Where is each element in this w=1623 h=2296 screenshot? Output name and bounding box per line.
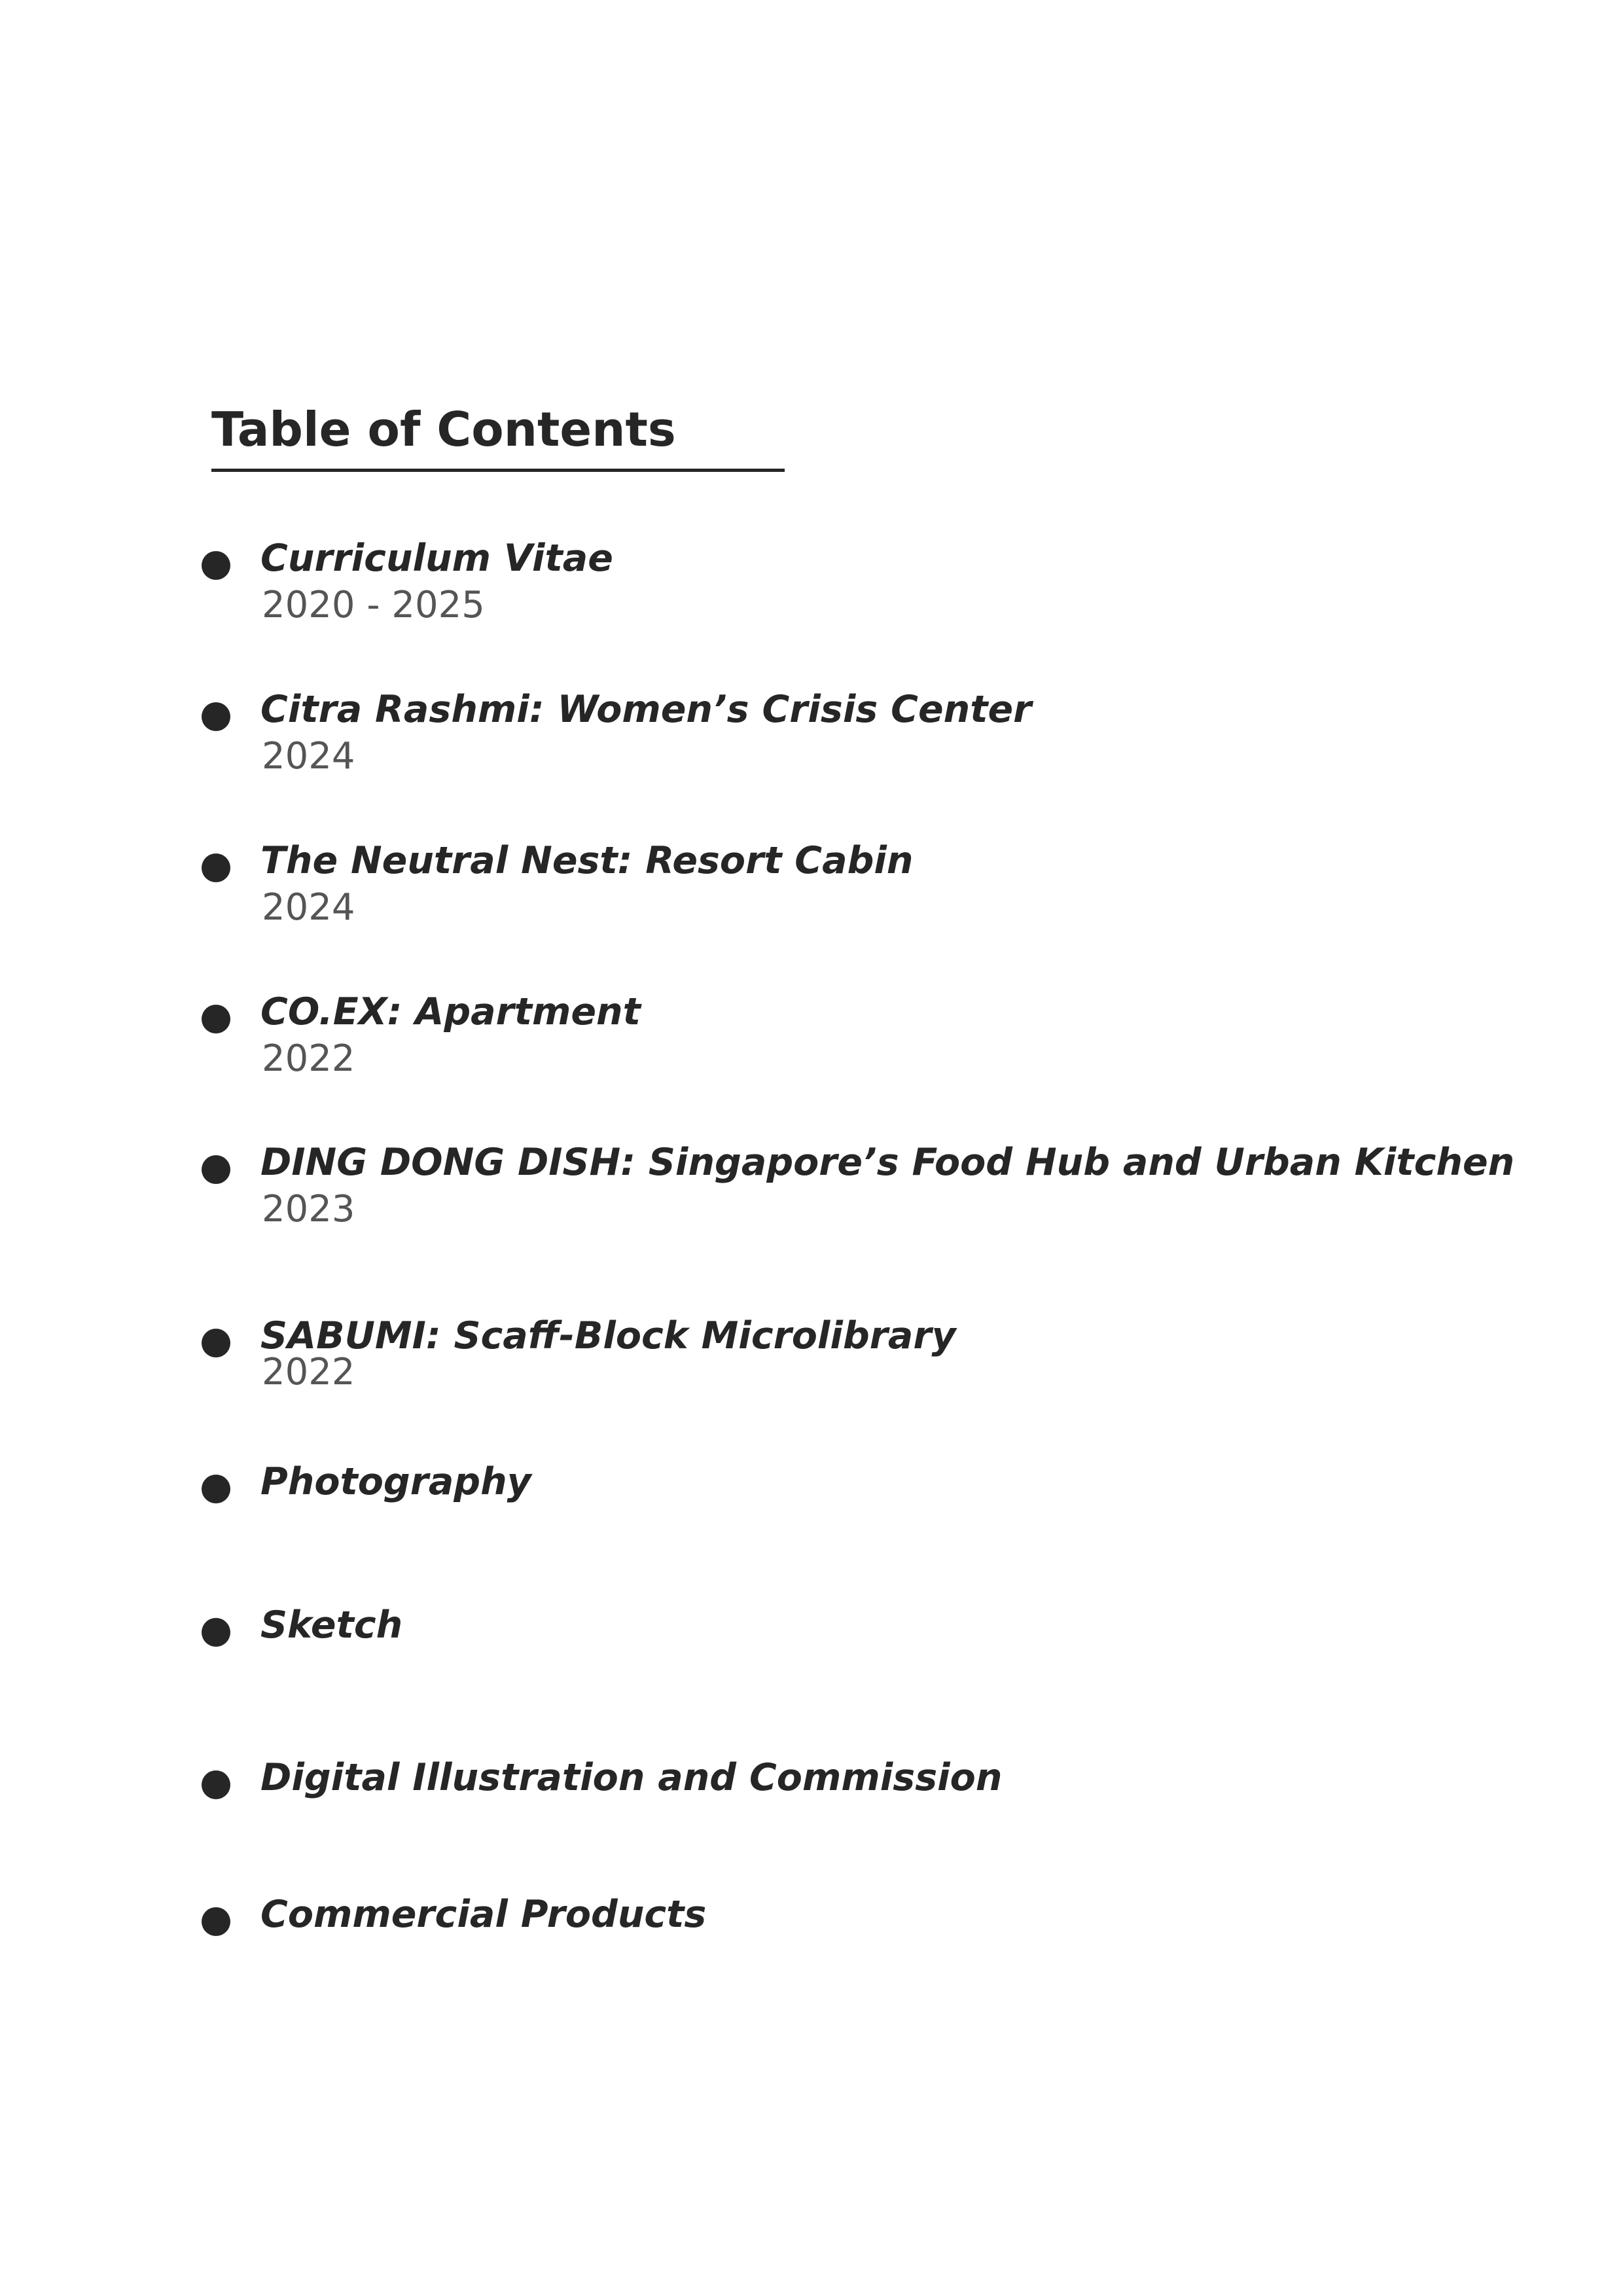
toc-item-title: Citra Rashmi: Women’s Crisis Center [260,688,1032,731]
toc-item-year: 2022 [262,1037,355,1080]
bullet-icon [202,1618,230,1647]
toc-item-title: Photography [260,1460,531,1503]
toc-item-year: 2022 [262,1351,355,1393]
bullet-icon [202,1475,230,1503]
bullet-icon [202,1005,230,1033]
toc-item-title: The Neutral Nest: Resort Cabin [260,839,914,882]
toc-item-year: 2024 [262,735,355,778]
bullet-icon [202,1329,230,1357]
toc-item-title: DING DONG DISH: Singapore’s Food Hub and Urban Kitchen [260,1141,1515,1184]
toc-item-title: Curriculum Vitae [260,537,613,580]
bullet-icon [202,1155,230,1184]
bullet-icon [202,1907,230,1936]
toc-item-title: CO.EX: Apartment [260,990,641,1033]
page-title: Table of Contents [211,402,676,457]
toc-item-title: Sketch [260,1604,403,1647]
title-underline [211,469,785,472]
toc-item-title: SABUMI: Scaff-Block Microlibrary [260,1314,956,1357]
toc-item-year: 2023 [262,1188,355,1230]
bullet-icon [202,551,230,580]
toc-item-title: Commercial Products [260,1893,707,1936]
bullet-icon [202,1770,230,1799]
bullet-icon [202,853,230,882]
toc-item-title: Digital Illustration and Commission [260,1756,1003,1799]
toc-item-year: 2024 [262,886,355,929]
toc-item-year: 2020 - 2025 [262,584,485,626]
bullet-icon [202,702,230,731]
